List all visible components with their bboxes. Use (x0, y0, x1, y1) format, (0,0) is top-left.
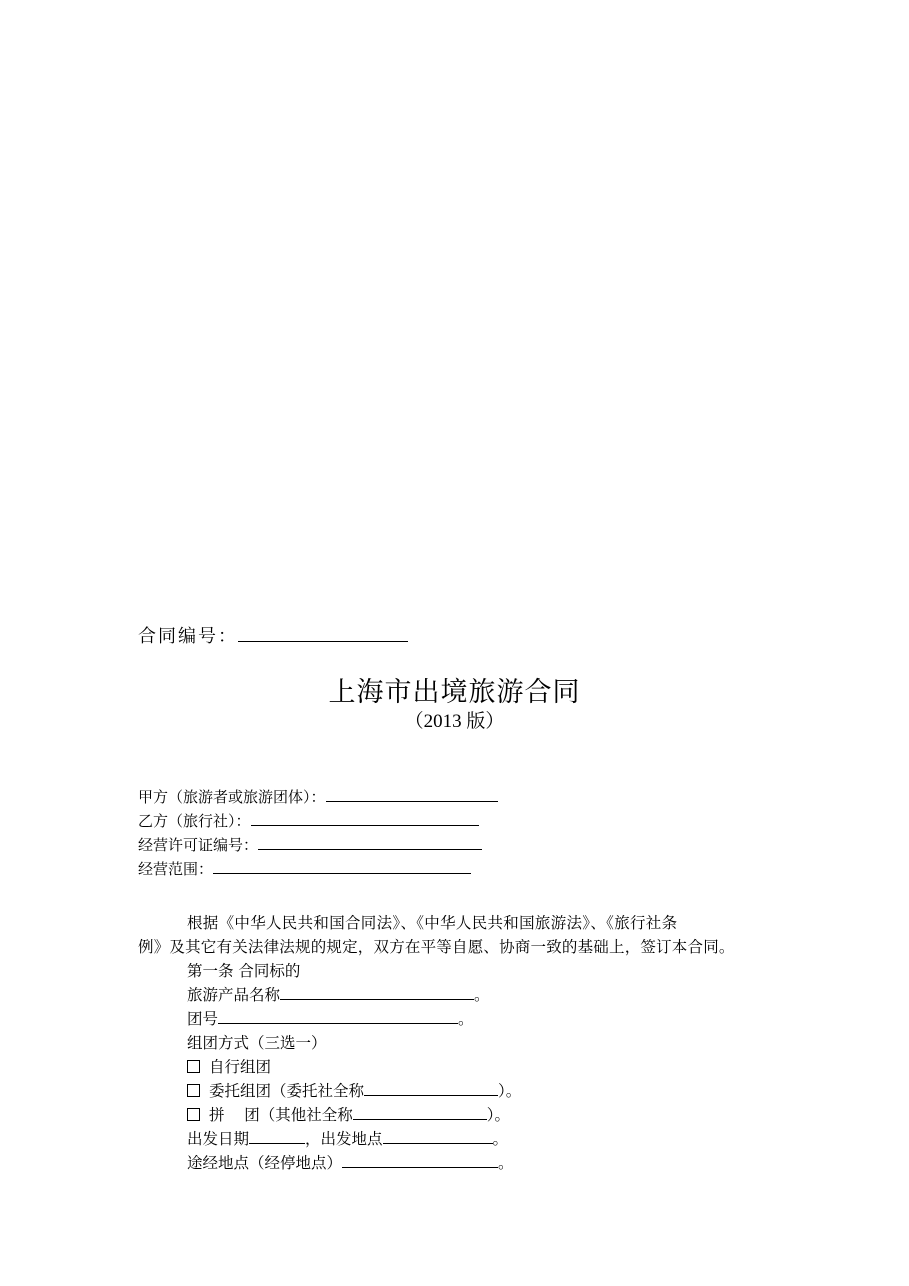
license-line (138, 834, 482, 855)
scope-blank[interactable] (213, 858, 471, 874)
option-join (187, 1103, 510, 1125)
entrust-agency-blank[interactable] (364, 1080, 498, 1097)
departure-date-label: 出发日期 (187, 1130, 250, 1148)
product-name-blank[interactable] (280, 984, 474, 1001)
scope-line (138, 858, 471, 879)
scope-label: 经营范围： (138, 860, 214, 878)
party-a-line (138, 786, 498, 807)
group-no-line (187, 1007, 474, 1029)
document-title: 上海市出境旅游合同 (328, 677, 581, 708)
document-edition: （2013 版） (404, 711, 505, 732)
license-blank[interactable] (258, 834, 482, 850)
departure-line (187, 1127, 508, 1149)
option-entrust-label: 委托组团（委托社全称 (209, 1082, 365, 1100)
party-a-label: 甲方（旅游者或旅游团体）： (138, 788, 326, 806)
option-entrust (187, 1079, 521, 1101)
join-agency-blank[interactable] (353, 1104, 487, 1121)
option-self-label: 自行组团 (209, 1058, 272, 1076)
party-b-label: 乙方（旅行社）： (138, 812, 251, 830)
product-name-line (187, 983, 490, 1005)
preamble-line-1: 根据《中华人民共和国合同法》、《中华人民共和国旅游法》、《旅行社条 (187, 914, 678, 932)
option-join-label: 拼 团（其他社全称 (209, 1106, 353, 1124)
departure-period: 。 (492, 1130, 509, 1148)
via-line (187, 1151, 514, 1173)
via-blank[interactable] (342, 1152, 498, 1169)
party-a-blank[interactable] (326, 786, 498, 802)
article-1-heading: 第一条 合同标的 (187, 962, 301, 980)
departure-place-label: ，出发地点 (305, 1130, 383, 1148)
group-no-label: 团号 (187, 1010, 219, 1028)
preamble-line-2: 例》及其它有关法律法规的规定，双方在平等自愿、协商一致的基础上，签订本合同。 (138, 938, 735, 956)
via-label: 途经地点（经停地点） (187, 1154, 343, 1172)
contract-number-blank[interactable] (238, 623, 408, 642)
join-checkbox[interactable] (187, 1108, 200, 1121)
party-b-line (138, 810, 479, 831)
group-no-blank[interactable] (218, 1008, 458, 1025)
party-b-blank[interactable] (251, 810, 479, 826)
group-no-period: 。 (458, 1010, 474, 1028)
departure-place-blank[interactable] (383, 1128, 493, 1145)
contract-number-label: 合同编号： (138, 626, 238, 647)
product-name-period: 。 (474, 986, 490, 1004)
departure-date-blank[interactable] (249, 1128, 305, 1145)
entrust-checkbox[interactable] (187, 1084, 200, 1097)
group-method-heading: 组团方式（三选一） (187, 1034, 327, 1052)
self-checkbox[interactable] (187, 1060, 200, 1073)
product-name-label: 旅游产品名称 (187, 986, 281, 1004)
option-self (187, 1055, 271, 1077)
license-label: 经营许可证编号： (138, 836, 259, 854)
contract-number-line (138, 622, 408, 648)
via-period: 。 (498, 1154, 514, 1172)
option-join-close: ）。 (486, 1106, 510, 1124)
option-entrust-close: ）。 (498, 1082, 522, 1100)
